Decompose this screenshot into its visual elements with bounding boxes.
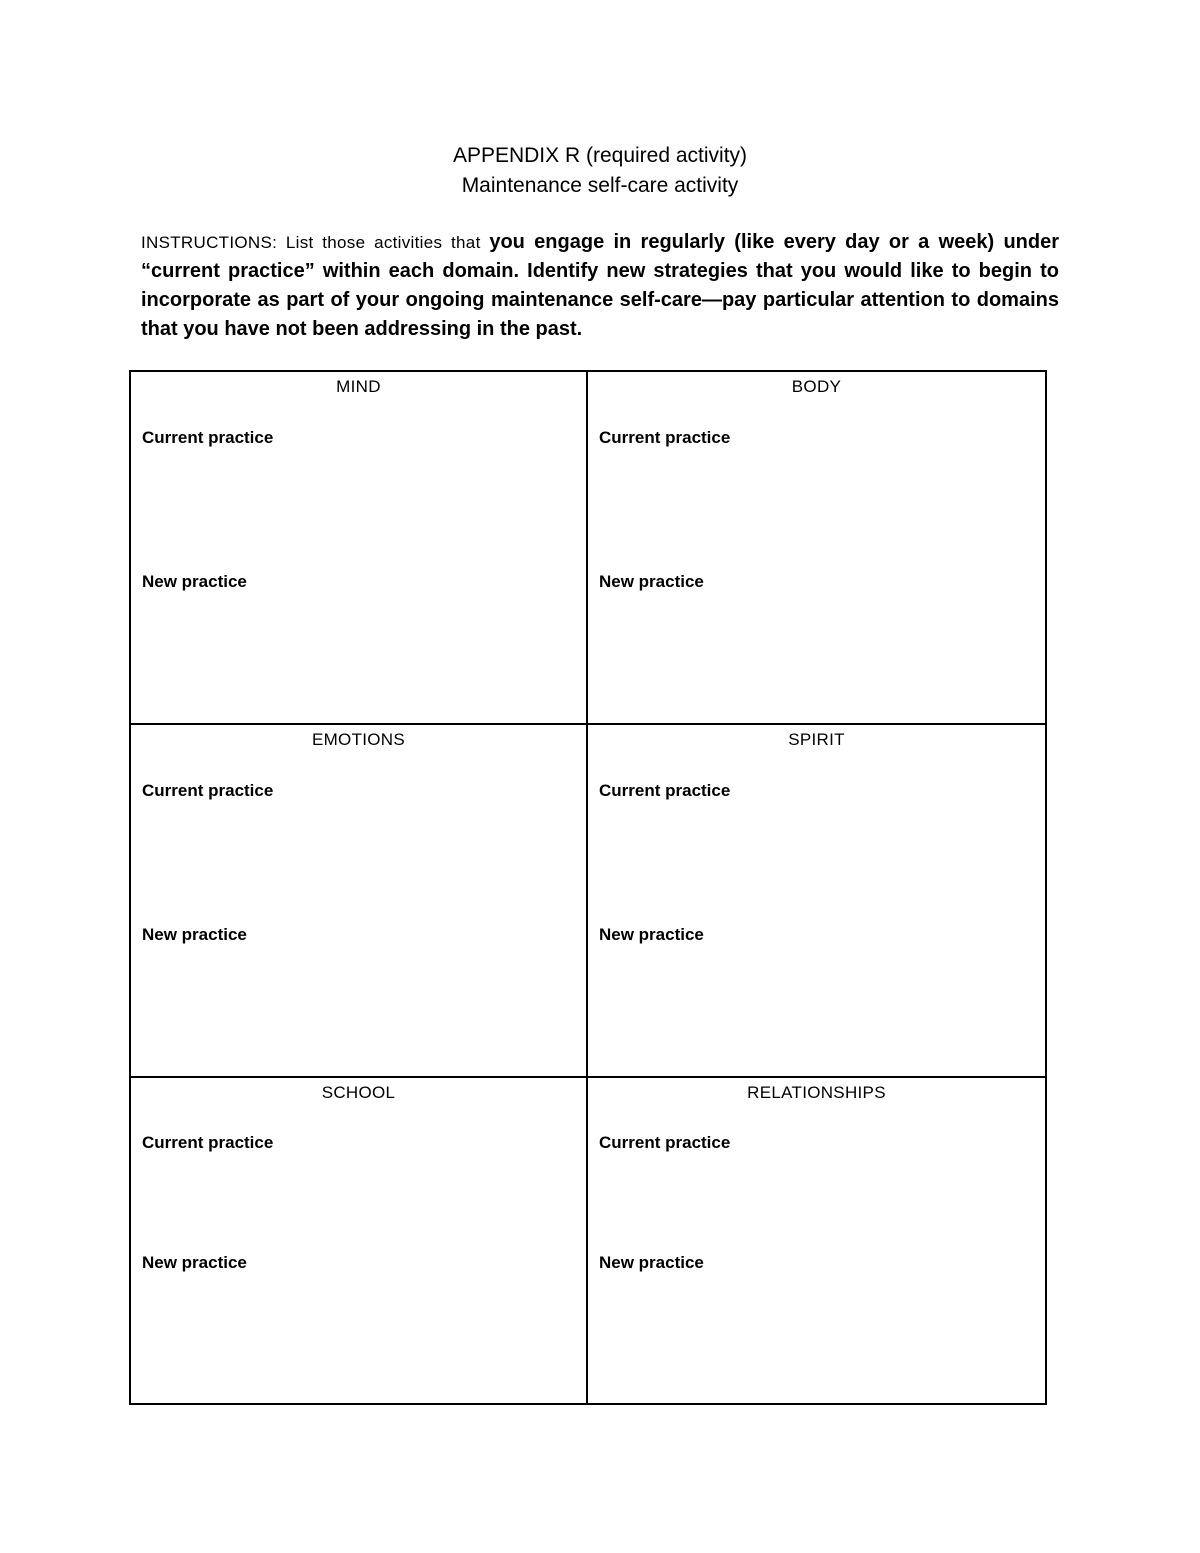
domain-cell-body xyxy=(588,372,1045,725)
current-practice-label: Current practice xyxy=(142,781,274,800)
domain-heading: MIND xyxy=(336,377,381,396)
domain-heading: SCHOOL xyxy=(321,1083,396,1102)
current-practice-label: Current practice xyxy=(142,428,274,447)
new-practice-label: New practice xyxy=(142,572,247,591)
instructions-body: you engage in regularly (like every day or a week) under “current practice” within each domain. Identify new strategies that you would like to begin to incorporate as part of your ongoing maintenance self-care—pay particular attention to domains that you have not been addressing in the past. xyxy=(141,231,1059,340)
new-practice-label: New practice xyxy=(599,925,704,944)
domain-heading: BODY xyxy=(791,377,842,396)
new-practice-label: New practice xyxy=(599,572,704,591)
domain-cell-emotions xyxy=(131,725,588,1078)
page-subtitle: Maintenance self-care activity xyxy=(461,174,739,197)
current-practice-label: Current practice xyxy=(599,781,731,800)
instructions-paragraph xyxy=(141,228,1059,344)
domain-grid xyxy=(129,370,1047,1405)
new-practice-label: New practice xyxy=(142,1253,247,1272)
current-practice-label: Current practice xyxy=(599,428,731,447)
domain-heading: RELATIONSHIPS xyxy=(747,1083,886,1102)
new-practice-label: New practice xyxy=(142,925,247,944)
new-practice-label: New practice xyxy=(599,1253,704,1272)
page-title: APPENDIX R (required activity) xyxy=(452,144,748,167)
domain-cell-relationships xyxy=(588,1078,1045,1403)
domain-cell-mind xyxy=(131,372,588,725)
current-practice-label: Current practice xyxy=(142,1133,274,1152)
domain-cell-school xyxy=(131,1078,588,1403)
domain-cell-spirit xyxy=(588,725,1045,1078)
domain-heading: EMOTIONS xyxy=(311,730,406,749)
domain-heading: SPIRIT xyxy=(788,730,845,749)
instructions-lead: INSTRUCTIONS: List those activities that xyxy=(141,233,490,252)
current-practice-label: Current practice xyxy=(599,1133,731,1152)
